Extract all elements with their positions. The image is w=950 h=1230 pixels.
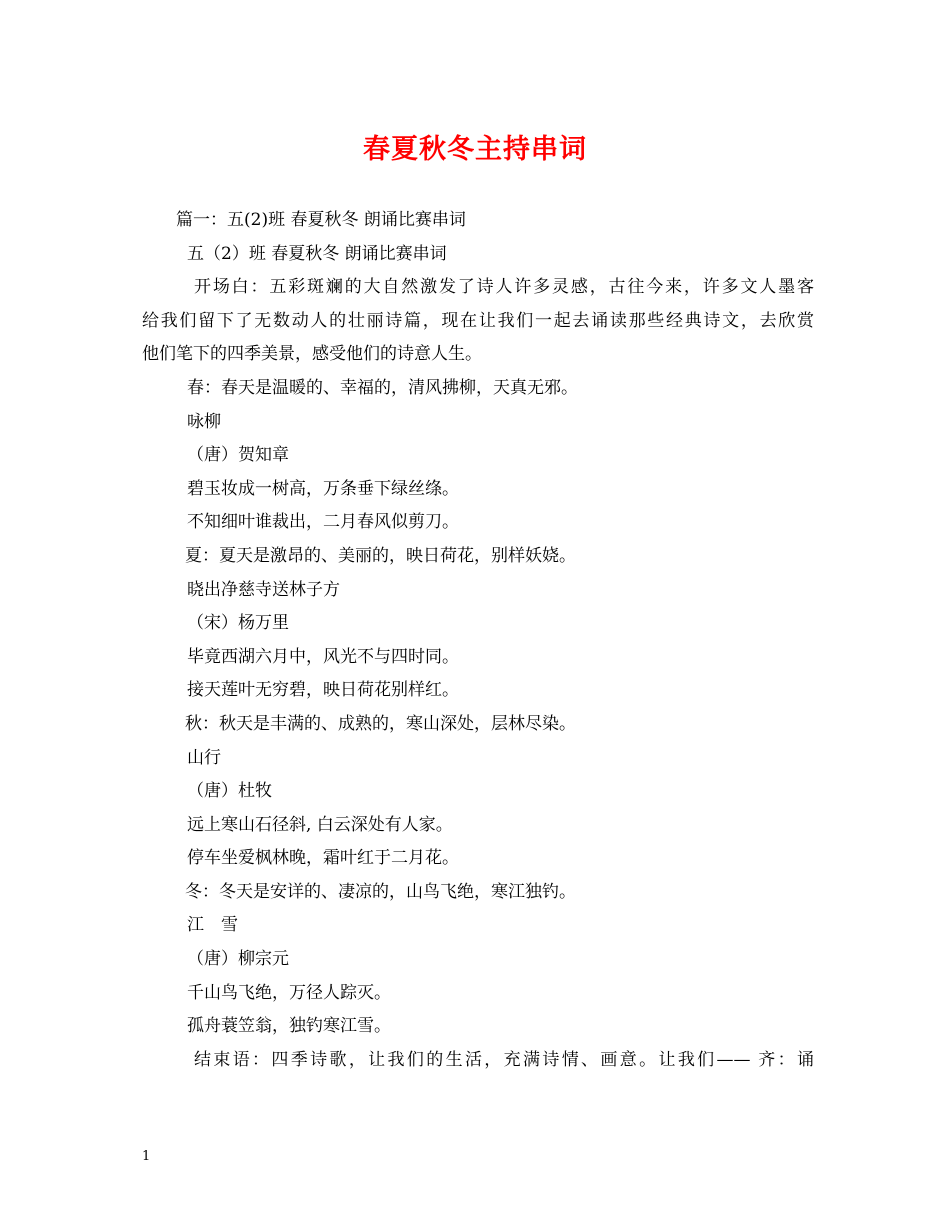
poem-line: 孤舟蓑笠翁，独钓寒江雪。 bbox=[187, 1016, 391, 1037]
spring-intro: 春：春天是温暖的、幸福的，清风拂柳，天真无邪。 bbox=[187, 377, 578, 398]
document-title: 春夏秋冬主持串词 bbox=[363, 134, 587, 165]
poem-author-summer: （宋）杨万里 bbox=[187, 613, 289, 634]
poem-line: 毕竟西湖六月中，风光不与四时同。 bbox=[187, 646, 459, 667]
subheading: 五（2）班 春夏秋冬 朗诵比赛串词 bbox=[187, 243, 447, 264]
poem-line: 碧玉妆成一树高，万条垂下绿丝绦。 bbox=[187, 478, 459, 499]
poem-author-spring: （唐）贺知章 bbox=[187, 445, 289, 466]
page-number: 1 bbox=[142, 1149, 151, 1164]
poem-line: 远上寒山石径斜, 白云深处有人家。 bbox=[187, 814, 453, 835]
poem-title-winter: 江 雪 bbox=[187, 915, 238, 936]
poem-title-spring: 咏柳 bbox=[187, 411, 221, 432]
closing-paragraph-line: 结束语：四季诗歌，让我们的生活，充满诗情、画意。让我们—— 齐：诵 bbox=[194, 1049, 814, 1070]
poem-author-autumn: （唐）杜牧 bbox=[187, 781, 272, 802]
autumn-intro: 秋：秋天是丰满的、成熟的，寒山深处，层林尽染。 bbox=[185, 713, 576, 734]
poem-title-autumn: 山行 bbox=[187, 747, 221, 768]
opening-paragraph-line-3: 他们笔下的四季美景，感受他们的诗意人生。 bbox=[142, 344, 482, 365]
poem-title-summer: 晓出净慈寺送林子方 bbox=[187, 579, 340, 600]
section-heading: 篇一：五(2)班 春夏秋冬 朗诵比赛串词 bbox=[176, 210, 466, 230]
winter-intro: 冬：冬天是安详的、凄凉的，山鸟飞绝，寒江独钓。 bbox=[185, 881, 576, 902]
opening-paragraph-line-1: 开场白：五彩斑斓的大自然激发了诗人许多灵感，古往今来，许多文人墨客 bbox=[194, 277, 814, 298]
poem-line: 千山鸟飞绝，万径人踪灭。 bbox=[187, 982, 391, 1003]
opening-paragraph-line-2: 给我们留下了无数动人的壮丽诗篇，现在让我们一起去诵读那些经典诗文，去欣赏 bbox=[142, 310, 814, 331]
poem-line: 停车坐爱枫林晚，霜叶红于二月花。 bbox=[187, 848, 459, 869]
document-body bbox=[142, 204, 814, 1077]
poem-line: 不知细叶谁裁出，二月春风似剪刀。 bbox=[187, 512, 459, 533]
poem-line: 接天莲叶无穷碧，映日荷花别样红。 bbox=[187, 680, 459, 701]
summer-intro: 夏：夏天是激昂的、美丽的，映日荷花，别样妖娆。 bbox=[185, 545, 576, 566]
poem-author-winter: （唐）柳宗元 bbox=[187, 949, 289, 970]
